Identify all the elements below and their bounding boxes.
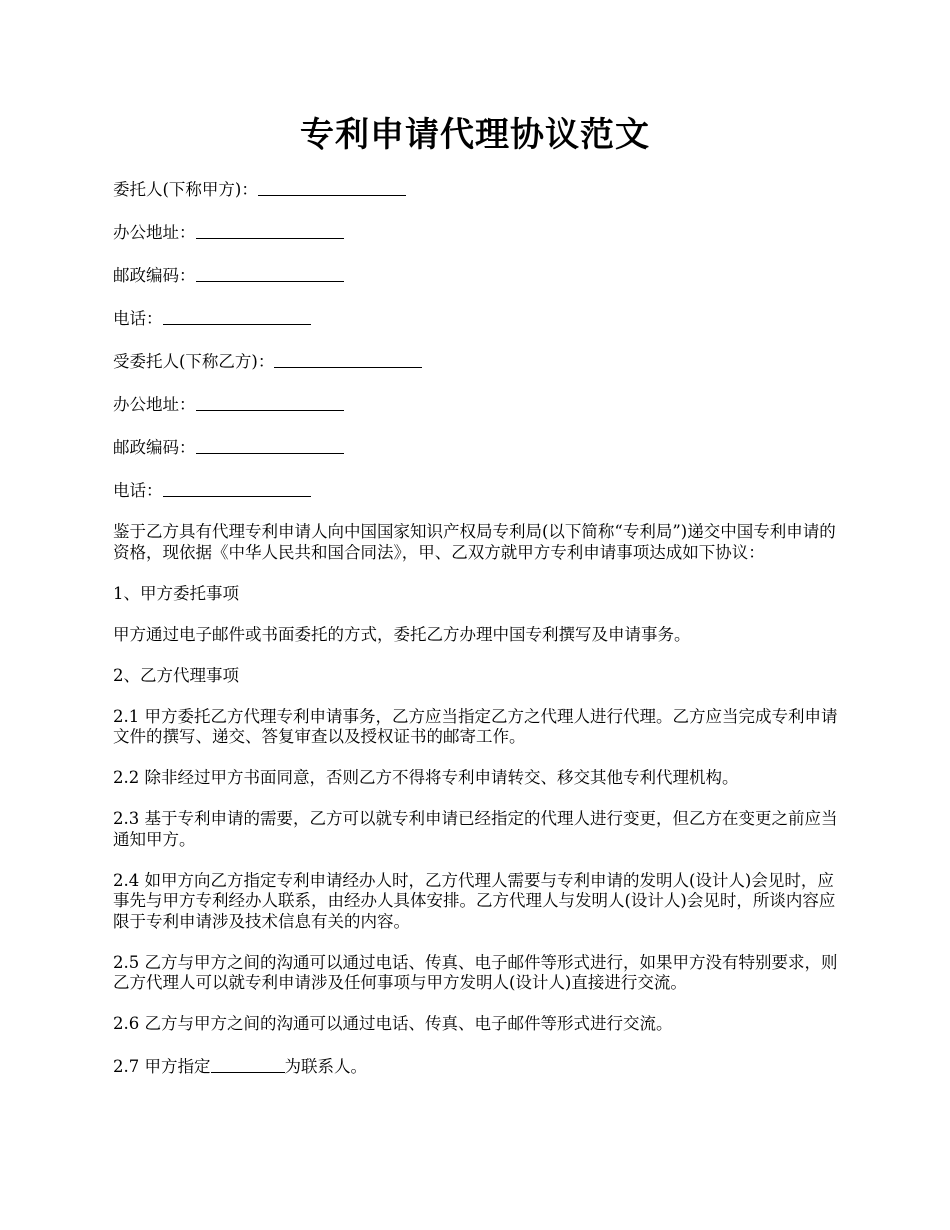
clause-2-3: 2.3 基于专利申请的需要，乙方可以就专利申请已经指定的代理人进行变更，但乙方在变更之前应当通知甲方。 bbox=[113, 809, 838, 849]
field-label: 受委托人(下称乙方)： bbox=[113, 352, 275, 371]
fill-in-blank[interactable] bbox=[196, 437, 344, 454]
clause-2-7 bbox=[113, 1055, 848, 1078]
section-2-heading: 2、乙方代理事项 bbox=[113, 665, 239, 685]
document-title: 专利申请代理协议范文 bbox=[300, 115, 650, 155]
clause-2-5: 2.5 乙方与甲方之间的沟通可以通过电话、传真、电子邮件等形式进行，如果甲方没有特别要求，则乙方代理人可以就专利申请涉及任何事项与甲方发明人(设计人)直接进行交流。 bbox=[113, 952, 838, 992]
field-label: 邮政编码： bbox=[113, 438, 196, 457]
field-label: 办公地址： bbox=[113, 395, 196, 414]
field-label: 办公地址： bbox=[113, 223, 196, 242]
clause-2-1: 2.1 甲方委托乙方代理专利申请事务，乙方应当指定乙方之代理人进行代理。乙方应当完成专利申请文件的撰写、递交、答复审查以及授权证书的邮寄工作。 bbox=[113, 706, 838, 746]
fill-in-blank[interactable] bbox=[163, 308, 311, 325]
field-label: 邮政编码： bbox=[113, 266, 196, 285]
field-label: 委托人(下称甲方)： bbox=[113, 180, 258, 199]
contact-person-blank[interactable] bbox=[211, 1056, 285, 1073]
fill-in-blank[interactable] bbox=[163, 480, 311, 497]
fill-in-blank[interactable] bbox=[258, 179, 406, 196]
party-b-agent-field bbox=[113, 350, 848, 373]
party-b-phone-field bbox=[113, 479, 848, 502]
clause-2-7-suffix: 为联系人。 bbox=[284, 1057, 367, 1076]
fill-in-blank[interactable] bbox=[196, 222, 344, 239]
clause-2-2: 2.2 除非经过甲方书面同意，否则乙方不得将专利申请转交、移交其他专利代理机构。 bbox=[113, 768, 739, 787]
section-1-paragraph: 甲方通过电子邮件或书面委托的方式，委托乙方办理中国专利撰写及申请事务。 bbox=[113, 624, 691, 644]
fill-in-blank[interactable] bbox=[196, 394, 344, 411]
field-label: 电话： bbox=[113, 481, 163, 500]
fill-in-blank[interactable] bbox=[274, 351, 422, 368]
party-a-postcode-field bbox=[113, 264, 848, 287]
party-b-address-field bbox=[113, 393, 848, 416]
section-1-heading: 1、甲方委托事项 bbox=[113, 583, 239, 603]
party-a-client-field bbox=[113, 178, 848, 201]
party-a-address-field bbox=[113, 221, 848, 244]
preamble-paragraph: 鉴于乙方具有代理专利申请人向中国国家知识产权局专利局(以下简称“专利局”)递交中国专利申请的资格，现依据《中华人民共和国合同法》，甲、乙双方就甲方专利申请事项达成如下协议： bbox=[113, 522, 836, 562]
party-a-phone-field bbox=[113, 307, 848, 330]
document-body bbox=[113, 178, 848, 1098]
clause-2-6: 2.6 乙方与甲方之间的沟通可以通过电话、传真、电子邮件等形式进行交流。 bbox=[113, 1014, 673, 1033]
clause-2-4: 2.4 如甲方向乙方指定专利申请经办人时，乙方代理人需要与专利申请的发明人(设计人)会见时，应事先与甲方专利经办人联系，由经办人具体安排。乙方代理人与发明人(设计人)会见时，所谈内容应限于专利申请涉及技术信息有关的内容。 bbox=[113, 870, 836, 931]
fill-in-blank[interactable] bbox=[196, 265, 344, 282]
clause-2-7-prefix: 2.7 甲方指定 bbox=[113, 1057, 211, 1076]
field-label: 电话： bbox=[113, 309, 163, 328]
party-b-postcode-field bbox=[113, 436, 848, 459]
